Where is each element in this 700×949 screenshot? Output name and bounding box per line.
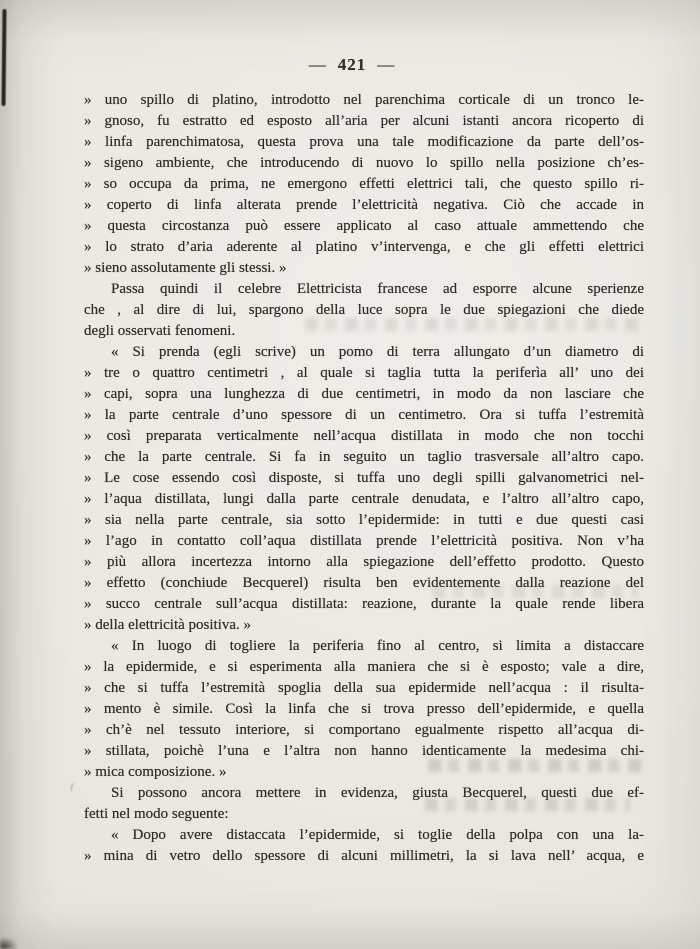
text-line: » mica composizione. »	[84, 764, 227, 780]
text-line: » che si tuffa l’estremità spoglia della sua epidermide nell’acqua : il risulta-	[84, 680, 644, 696]
paragraph	[84, 783, 644, 825]
text-line: » che la parte centrale. Si fa in seguito un taglio trasversale all’altro capo.	[84, 449, 644, 465]
text-line: » l’ago in contatto coll’aqua distillata prende l’elettricità positiva. Non v’ha	[84, 533, 644, 549]
text-line: » coperto di linfa alterata prende l’elettricità negativa. Ciò che accade in	[84, 197, 644, 213]
text-line: Passa quindi il celebre Elettricista francese ad esporre alcune sperienze	[111, 281, 644, 297]
text-line: » mento è simile. Così la linfa che si trova presso dell’epidermide, e quella	[84, 701, 644, 717]
paragraph	[84, 342, 644, 636]
page-number-header	[298, 55, 407, 75]
paragraph	[84, 279, 644, 342]
page-text	[84, 90, 644, 867]
text-line: » lo strato d’aria aderente al platino v’intervenga, e che gli effetti elettrici	[84, 239, 644, 255]
text-line: fetti nel modo seguente:	[84, 806, 229, 822]
text-line: » capi, sopra una lunghezza di due centimetri, in modo da non lasciare che	[84, 386, 644, 402]
text-line: che , al dire di lui, spargono della luce sopra le due spiegazioni che diede	[84, 302, 644, 318]
text-line: » effetto (conchiude Becquerel) risulta ben evidentemente dalla reazione del	[84, 575, 644, 591]
text-line: » linfa parenchimatosa, questa prova una tale modificazione da parte dell’os-	[84, 134, 644, 150]
paragraph	[84, 825, 644, 867]
text-line: » della elettricità positiva. »	[84, 617, 252, 633]
header-dash-right: —	[377, 55, 396, 74]
text-line: » così preparata verticalmente nell’acqua distillata in modo che non tocchi	[84, 428, 644, 444]
text-line: » uno spillo di platino, introdotto nel parenchima corticale di un tronco le-	[84, 92, 644, 108]
margin-speck-artifact	[70, 783, 77, 793]
corner-smudge-artifact	[0, 937, 18, 949]
text-line: » Le cose essendo così disposte, si tuffa uno degli spilli galvanometrici nel-	[84, 470, 644, 486]
header-dash-left: —	[308, 55, 327, 74]
text-line: » so occupa da prima, ne emergono effetti elettrici tali, che questo spillo ri-	[84, 176, 644, 192]
text-line: » più allora incertezza intorno alla spiegazione dell’effetto prodotto. Questo	[84, 554, 644, 570]
text-line: » la parte centrale d’uno spessore di un centimetro. Ora si tuffa l’estremità	[84, 407, 644, 423]
text-line: « Dopo avere distaccata l’epidermide, si toglie della polpa con una la-	[111, 827, 644, 843]
text-line: » gnoso, fu estratto ed esposto all’aria per alcuni istanti ancora ricoperto di	[84, 113, 644, 129]
text-line: » la epidermide, e si esperimenta alla maniera che si è esposto; vale a dire,	[84, 659, 644, 675]
text-line: Si possono ancora mettere in evidenza, giusta Becquerel, questi due ef-	[111, 785, 644, 801]
page-number: 421	[337, 55, 367, 74]
text-line: « In luogo di togliere la periferia fino al centro, si limita a distaccare	[111, 638, 644, 654]
text-line: » sia nella parte centrale, sia sotto l’epidermide: in tutti e due questi casi	[84, 512, 644, 528]
text-line: » questa circostanza può essere applicato al caso attuale ammettendo che	[84, 218, 644, 234]
text-line: » stillata, poichè l’una e l’altra non hanno identicamente la medesima chi-	[84, 743, 644, 759]
text-line: » mina di vetro dello spessore di alcuni millimetri, la si lava nell’ acqua, e	[84, 848, 644, 864]
text-line: » sieno assolutamente gli stessi. »	[84, 260, 287, 276]
text-line: » l’aqua distillata, lungi dalla parte centrale denudata, e l’altro all’altro capo,	[84, 491, 644, 507]
text-line: degli osservati fenomeni.	[84, 323, 236, 339]
text-line: » succo centrale sull’acqua distillata: reazione, durante la quale rende libera	[84, 596, 644, 612]
text-line: » tre o quattro centimetri , al quale si taglia tutta la periferìa all’ uno dei	[84, 365, 644, 381]
text-line: » ch’è nel tessuto interiore, si comportano egualmente rispetto all’acqua di-	[84, 722, 644, 738]
paragraph	[84, 636, 644, 783]
scan-edge-artifact	[1, 9, 6, 106]
paragraph	[84, 90, 644, 279]
text-line: « Si prenda (egli scrive) un pomo di terra allungato d’un diametro di	[111, 344, 644, 360]
text-line: » sigeno ambiente, che introducendo di nuovo lo spillo nella posizione ch’es-	[84, 155, 644, 171]
